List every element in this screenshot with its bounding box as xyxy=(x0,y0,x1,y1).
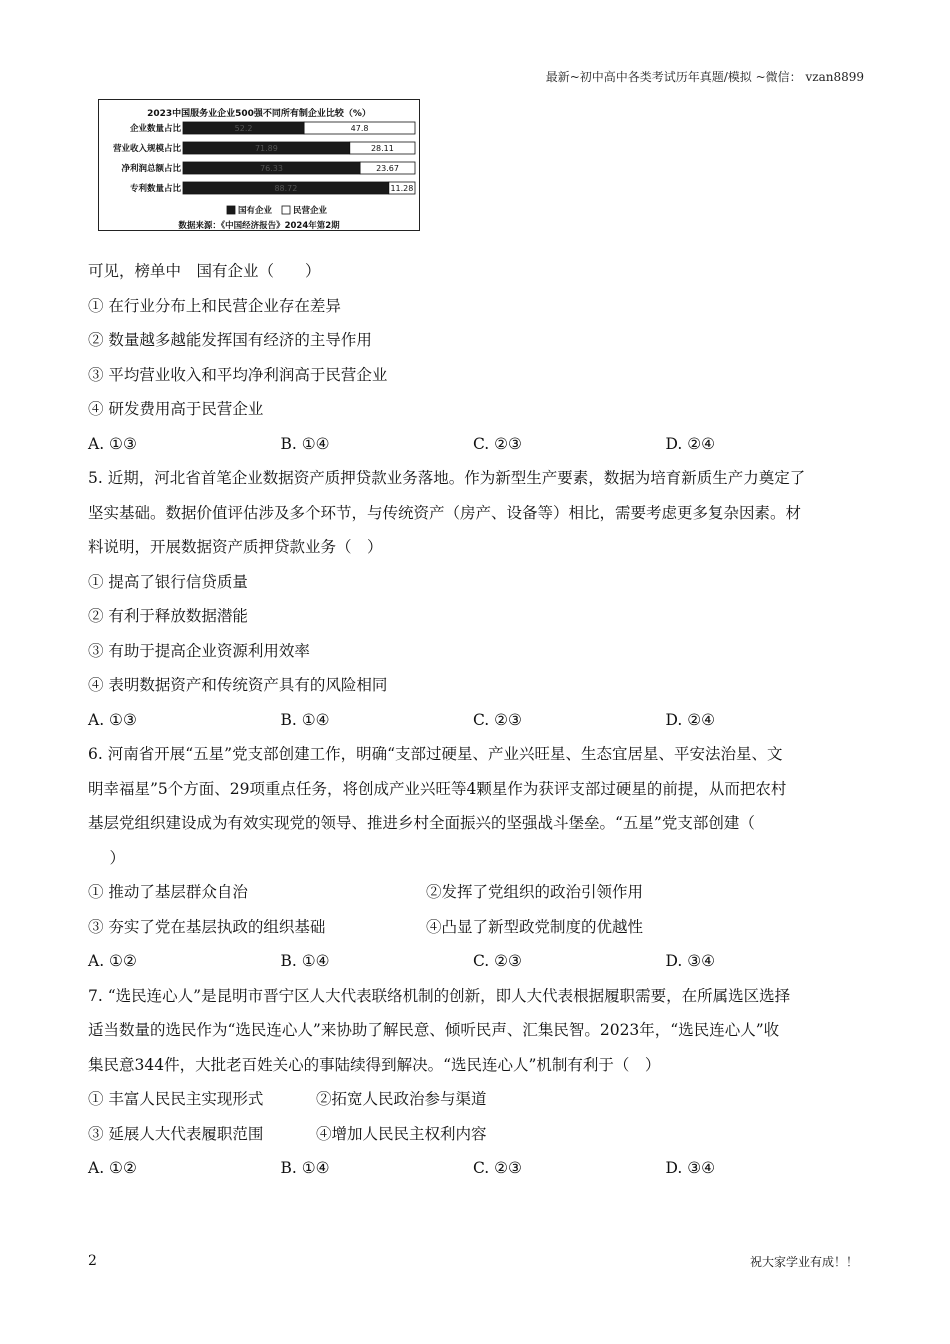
stacked-bar-chart xyxy=(99,100,418,229)
legend-label-state-owned: 国有企业 xyxy=(238,206,273,216)
category-label: 营业收入规模占比 xyxy=(112,144,181,154)
q6-stem-line-2: 明幸福星”5个方面、29项重点任务，将创成产业兴旺等4颗星作为获评支部过硬星的前提，从而把农村 xyxy=(88,779,787,798)
q4-item-4: ④ 研发费用高于民营企业 xyxy=(88,400,264,418)
q7-item-4: ④增加人民民主权利内容 xyxy=(316,1124,487,1143)
category-label: 企业数量占比 xyxy=(129,124,181,134)
category-label: 专利数量占比 xyxy=(129,184,181,194)
legend-label-private: 民营企业 xyxy=(293,206,328,216)
q6-option-c[interactable]: C. ②③ xyxy=(473,952,522,970)
data-label: 76.33 xyxy=(260,164,283,173)
q5-option-c[interactable]: C. ②③ xyxy=(473,710,522,729)
q6-option-a[interactable]: A. ①② xyxy=(88,952,137,970)
q6-stem-line-4: ） xyxy=(94,848,126,867)
q6-item-3: ③ 夯实了党在基层执政的组织基础 xyxy=(88,917,326,936)
q7-stem-line-1: 7. “选民连心人”是昆明市晋宁区人大代表联络机制的创新，即人大代表根据履职需要，在所属选区选择 xyxy=(88,986,791,1005)
q4-item-1: ① 在行业分布上和民营企业存在差异 xyxy=(88,296,341,315)
q6-stem-line-1: 6. 河南省开展“五星”党支部创建工作，明确“支部过硬星、产业兴旺星、生态宜居星、平安法治星、文 xyxy=(88,745,783,763)
q5-item-2: ② 有利于释放数据潜能 xyxy=(88,607,248,625)
legend-swatch-private xyxy=(282,206,290,214)
q4-item-2: ② 数量越多越能发挥国有经济的主导作用 xyxy=(88,331,372,349)
q6-items-row-2 xyxy=(88,910,858,945)
q5-option-b[interactable]: B. ①④ xyxy=(280,710,330,729)
q7-items-row-1 xyxy=(88,1082,858,1117)
chart-title: 2023中国服务业企业500强不同所有制企业比较（%） xyxy=(147,109,371,119)
q5-item-1: ① 提高了银行信贷质量 xyxy=(88,572,248,591)
q5-options xyxy=(88,703,858,738)
q6-option-d[interactable]: D. ③④ xyxy=(665,952,716,970)
data-label: 88.72 xyxy=(274,184,298,193)
chart-source: 数据来源：《中国经济报告》2024年第2期 xyxy=(178,221,340,229)
q6-item-1: ① 推动了基层群众自治 xyxy=(88,883,248,901)
data-label: 52.2 xyxy=(234,124,253,133)
q6-option-b[interactable]: B. ①④ xyxy=(280,952,330,970)
q5-stem-line-3: 料说明，开展数据资产质押贷款业务（ ） xyxy=(88,538,383,556)
q7-option-c[interactable]: C. ②③ xyxy=(473,1159,522,1177)
q6-item-2: ②发挥了党组织的政治引领作用 xyxy=(426,883,644,901)
footer-note: 祝大家学业有成！！ xyxy=(749,1255,858,1269)
q5-item-3: ③ 有助于提高企业资源利用效率 xyxy=(88,641,310,660)
q4-options xyxy=(88,427,858,462)
data-label: 11.28 xyxy=(390,184,414,193)
q4-option-b[interactable]: B. ①④ xyxy=(280,434,330,453)
q6-stem-line-3: 基层党组织建设成为有效实现党的领导、推进乡村全面振兴的坚强战斗堡垒。“五星”党支部创建（ xyxy=(88,814,755,832)
q7-stem-line-2: 适当数量的选民作为“选民连心人”来协助了解民意、倾听民声、汇集民智。2023年，“选民连心人”收 xyxy=(88,1021,780,1039)
q4-option-c[interactable]: C. ②③ xyxy=(473,434,522,453)
data-label: 28.11 xyxy=(370,144,394,153)
data-label: 71.89 xyxy=(254,144,278,153)
q5-stem-line-1: 5. 近期，河北省首笔企业数据资产质押贷款业务落地。作为新型生产要素，数据为培育新质生产力奠定了 xyxy=(88,469,806,487)
chart-figure xyxy=(98,99,420,231)
q7-item-1: ① 丰富人民民主实现形式 xyxy=(88,1090,264,1108)
q4-stem: 可见，榜单中 国有企业（ ） xyxy=(88,262,321,280)
q6-item-4: ④凸显了新型政党制度的优越性 xyxy=(426,917,644,936)
q5-option-d[interactable]: D. ②④ xyxy=(665,710,716,729)
q7-option-d[interactable]: D. ③④ xyxy=(665,1159,716,1177)
q7-item-2: ②拓宽人民政治参与渠道 xyxy=(316,1090,487,1108)
question-content xyxy=(88,254,858,1186)
q7-option-a[interactable]: A. ①② xyxy=(88,1159,137,1177)
q7-item-3: ③ 延展人大代表履职范围 xyxy=(88,1124,264,1143)
q4-item-3: ③ 平均营业收入和平均净利润高于民营企业 xyxy=(88,365,388,384)
data-label: 23.67 xyxy=(376,164,399,173)
data-label: 47.8 xyxy=(350,124,369,133)
page-number: 2 xyxy=(88,1253,97,1269)
q5-option-a[interactable]: A. ①③ xyxy=(88,710,137,729)
q7-stem-line-3: 集民意344件，大批老百姓关心的事陆续得到解决。“选民连心人”机制有利于（ ） xyxy=(88,1055,661,1074)
q6-items-row-1 xyxy=(88,875,858,910)
q4-option-a[interactable]: A. ①③ xyxy=(88,434,137,453)
q5-stem-line-2: 坚实基础。数据价值评估涉及多个环节，与传统资产（房产、设备等）相比，需要考虑更多复杂因素。材 xyxy=(88,503,802,522)
category-label: 净利润总额占比 xyxy=(121,164,181,174)
q7-option-b[interactable]: B. ①④ xyxy=(280,1159,330,1177)
q7-options xyxy=(88,1151,858,1186)
q6-options xyxy=(88,944,858,979)
header-note: 最新~初中高中各类考试历年真题/模拟 ~微信： vzan8899 xyxy=(545,70,864,84)
q4-option-d[interactable]: D. ②④ xyxy=(665,434,716,453)
q5-item-4: ④ 表明数据资产和传统资产具有的风险相同 xyxy=(88,676,388,694)
legend-swatch-state-owned xyxy=(227,206,235,214)
q7-items-row-2 xyxy=(88,1117,858,1152)
